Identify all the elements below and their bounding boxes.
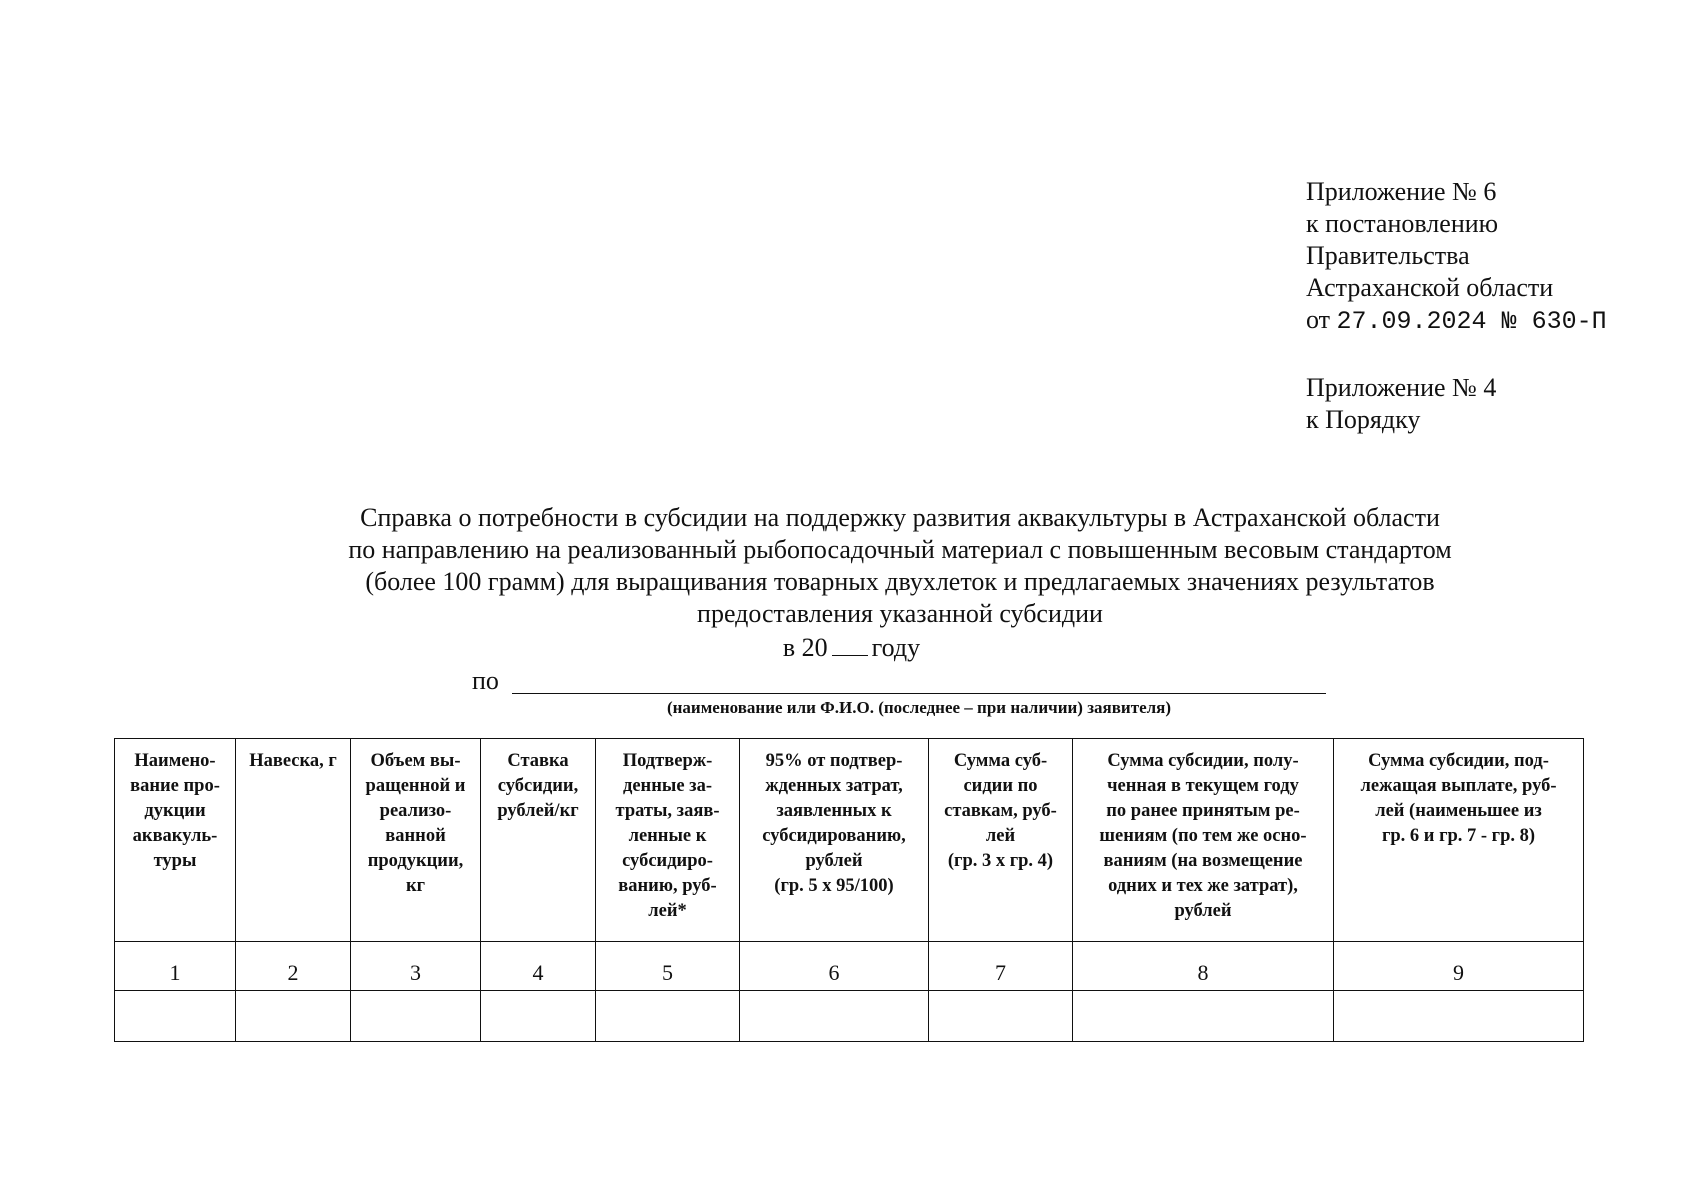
attachment-4-line-2: к Порядку [1306,405,1421,434]
header-cell-6-line-4: субсидированию, [762,826,906,846]
header-cell-3-line-5: продукции, [367,851,464,871]
header-cell-1-line-3: дукции [144,801,206,821]
header-cell-3-line-4: ванной [385,826,446,846]
data-cell-5[interactable] [596,991,740,1042]
header-cell-5-line-1: Подтверж- [622,751,713,771]
header-cell-3-line-3: реализо- [379,801,452,821]
header-cell-3 [351,739,481,942]
header-cell-8-line-2: ченная в текущем году [1107,776,1299,796]
column-number-1: 1 [115,942,236,991]
table-number-row [115,942,1584,991]
attachment-4-block [1306,372,1496,436]
header-cell-6-line-5: рублей [805,851,863,871]
header-cell-5-line-5: субсидиро- [622,851,713,871]
header-cell-9-line-2: лежащая выплате, руб- [1360,776,1557,796]
column-number-8: 8 [1073,942,1334,991]
header-cell-9-line-4: гр. 6 и гр. 7 - гр. 8) [1381,826,1536,846]
header-cell-6-line-3: заявленных к [776,801,892,821]
header-cell-1-line-5: туры [153,851,197,871]
header-cell-3-line-1: Объем вы- [370,751,461,771]
header-cell-4-line-2: субсидии, [497,776,579,796]
applicant-caption: (наименование или Ф.И.О. (последнее – при наличии) заявителя) [666,698,1172,717]
data-cell-3[interactable] [351,991,481,1042]
header-cell-2 [236,739,351,942]
header-cell-1-line-4: аквакуль- [132,826,218,846]
header-cell-1-line-2: вание про- [130,776,220,796]
column-number-7: 7 [929,942,1073,991]
year-prefix: в 20 [782,633,828,662]
column-number-2: 2 [236,942,351,991]
header-cell-9 [1334,739,1584,942]
header-cell-5-line-2: денные за- [622,776,712,796]
header-cell-8-line-4: шениям (по тем же осно- [1099,826,1307,846]
attachment-6-block [1306,176,1607,338]
header-cell-8-line-1: Сумма субсидии, полу- [1107,751,1299,771]
data-cell-6[interactable] [740,991,929,1042]
column-number-3: 3 [351,942,481,991]
table-empty-row [115,991,1584,1042]
header-cell-8-line-7: рублей [1174,901,1232,921]
header-cell-6-line-2: жденных затрат, [765,776,903,796]
header-cell-8 [1073,739,1334,942]
header-cell-5-line-3: траты, заяв- [615,801,720,821]
header-cell-3-line-6: кг [405,876,426,896]
header-cell-1-line-1: Наимено- [134,751,216,771]
header-cell-5-line-4: ленные к [628,826,707,846]
header-cell-4-line-1: Ставка [507,751,569,771]
header-cell-8-line-5: ваниям (на возмещение [1103,851,1303,871]
column-number-4: 4 [481,942,596,991]
attachment-6-line-4: Астраханской области [1306,273,1554,302]
column-number-9: 9 [1334,942,1584,991]
header-cell-6-line-1: 95% от подтвер- [765,751,903,771]
document-title [180,502,1620,630]
header-cell-5 [596,739,740,942]
year-line [0,632,1703,664]
data-cell-7[interactable] [929,991,1073,1042]
title-line-3: (более 100 грамм) для выращивания товарных двухлеток и предлагаемых значениях результатов [365,567,1435,596]
attachment-4-line-1: Приложение № 4 [1306,373,1497,402]
applicant-label: по [472,666,499,695]
header-cell-7-line-1: Сумма суб- [953,751,1048,771]
attachment-6-line-2: к постановлению [1306,209,1499,238]
header-cell-7-line-2: сидии по [963,776,1038,796]
data-cell-4[interactable] [481,991,596,1042]
table-header-row [115,739,1584,942]
header-cell-7 [929,739,1073,942]
attachment-6-date-prefix: от [1306,305,1331,334]
header-cell-9-line-1: Сумма субсидии, под- [1368,751,1549,771]
header-cell-7-line-5: (гр. 3 х гр. 4) [947,851,1054,871]
attachment-6-line-3: Правительства [1306,241,1470,270]
header-cell-8-line-6: одних и тех же затрат), [1108,876,1298,896]
attachment-6-line-1: Приложение № 6 [1306,177,1497,206]
year-blank [832,633,868,656]
column-number-6: 6 [740,942,929,991]
header-cell-6-line-6: (гр. 5 х 95/100) [774,876,894,896]
header-cell-3-line-2: ращенной и [365,776,466,796]
applicant-underline [512,693,1326,694]
attachment-6-date-line [1306,304,1607,338]
header-cell-2-line-1: Навеска, г [249,751,337,771]
header-cell-7-line-4: лей [985,826,1016,846]
header-cell-4 [481,739,596,942]
data-cell-9[interactable] [1334,991,1584,1042]
data-cell-1[interactable] [115,991,236,1042]
header-cell-9-line-3: лей (наименьшее из [1375,801,1542,821]
title-line-4: предоставления указанной субсидии [697,599,1103,628]
header-cell-6 [740,739,929,942]
header-cell-5-line-7: лей* [648,901,687,921]
data-cell-2[interactable] [236,991,351,1042]
title-line-1: Справка о потребности в субсидии на поддержку развития аквакультуры в Астраханской области [360,503,1440,532]
title-line-2: по направлению на реализованный рыбопосадочный материал с повышенным весовым стандартом [348,535,1452,564]
header-cell-7-line-3: ставкам, руб- [944,801,1057,821]
header-cell-8-line-3: по ранее принятым ре- [1106,801,1300,821]
column-number-5: 5 [596,942,740,991]
subsidy-table [114,738,1584,1042]
header-cell-5-line-6: ванию, руб- [618,876,717,896]
header-cell-4-line-3: рублей/кг [497,801,579,821]
data-cell-8[interactable] [1073,991,1334,1042]
header-cell-1 [115,739,236,942]
attachment-6-date-value: 27.09.2024 № 630-П [1336,307,1607,336]
year-suffix: году [871,633,921,662]
